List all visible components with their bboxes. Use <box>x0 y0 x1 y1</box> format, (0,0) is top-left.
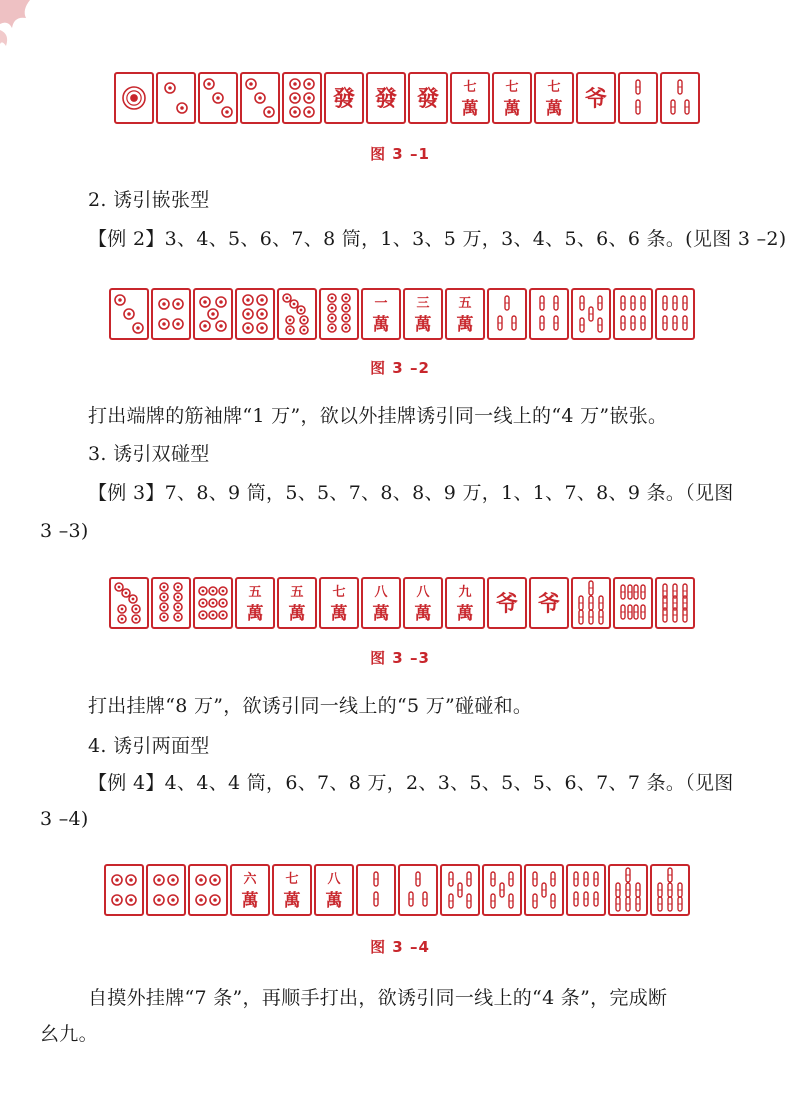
mahjong-tile-wan <box>314 864 354 916</box>
svg-text:萬: 萬 <box>456 604 474 624</box>
mahjong-tile-wan <box>230 864 270 916</box>
mahjong-tile-dot <box>156 72 196 124</box>
mahjong-tile-bam <box>613 577 653 629</box>
svg-text:三: 三 <box>416 296 430 311</box>
mahjong-tile-bam <box>608 864 648 916</box>
figure-caption: 图 3 –1 <box>370 145 430 163</box>
mahjong-tile-wan <box>445 577 485 629</box>
mahjong-tile-dot <box>198 72 238 124</box>
example-text: 【例 4】4、4、4 筒，6、7、8 万，2、3、5、5、5、6、7、7 条。（见图 <box>88 772 734 794</box>
svg-text:七: 七 <box>547 80 561 95</box>
mahjong-tile-bam <box>529 288 569 340</box>
figure-caption: 图 3 –3 <box>370 649 430 667</box>
svg-text:發: 發 <box>374 86 398 112</box>
svg-text:萬: 萬 <box>503 99 521 119</box>
mahjong-tile-dot <box>193 288 233 340</box>
svg-text:萬: 萬 <box>414 604 432 624</box>
tile-row-fig1 <box>114 72 700 124</box>
mahjong-tile-dot <box>104 864 144 916</box>
mahjong-tile-honor <box>324 72 364 124</box>
example-text-cont: 3 –4) <box>40 808 89 830</box>
mahjong-tile-wan <box>492 72 532 124</box>
tile-row-fig4 <box>104 864 690 916</box>
mahjong-tile-flower <box>487 577 527 629</box>
note-text: 自摸外挂牌“7 条”，再顺手打出，欲诱引同一线上的“4 条”，完成断 <box>88 987 668 1009</box>
mahjong-tile-bam <box>571 288 611 340</box>
mahjong-tile-dot <box>146 864 186 916</box>
mahjong-tile-bam <box>655 577 695 629</box>
mahjong-tile-dot <box>109 288 149 340</box>
section-heading: 2. 诱引嵌张型 <box>88 189 210 211</box>
note-text-cont: 幺九。 <box>40 1023 98 1045</box>
mahjong-tile-bam <box>650 864 690 916</box>
svg-text:九: 九 <box>458 585 472 600</box>
svg-text:發: 發 <box>332 86 356 112</box>
svg-text:萬: 萬 <box>372 604 390 624</box>
svg-text:五: 五 <box>290 585 304 600</box>
mahjong-tile-dot <box>193 577 233 629</box>
corner-ornament <box>0 0 34 52</box>
mahjong-tile-flower <box>529 577 569 629</box>
mahjong-tile-wan <box>403 577 443 629</box>
mahjong-tile-honor <box>408 72 448 124</box>
mahjong-tile-bam <box>613 288 653 340</box>
mahjong-tile-bam <box>660 72 700 124</box>
mahjong-tile-wan <box>361 288 401 340</box>
mahjong-tile-bam <box>618 72 658 124</box>
mahjong-tile-dot <box>282 72 322 124</box>
mahjong-tile-dot <box>109 577 149 629</box>
mahjong-tile-wan <box>277 577 317 629</box>
svg-text:萬: 萬 <box>283 891 301 911</box>
section-heading: 4. 诱引两面型 <box>88 735 210 757</box>
mahjong-tile-bam <box>440 864 480 916</box>
mahjong-tile-dot <box>188 864 228 916</box>
figure-caption: 图 3 –4 <box>370 938 430 956</box>
mahjong-tile-honor <box>366 72 406 124</box>
svg-text:爷: 爷 <box>537 591 561 617</box>
mahjong-tile-bam <box>487 288 527 340</box>
svg-text:五: 五 <box>248 585 262 600</box>
svg-text:萬: 萬 <box>288 604 306 624</box>
example-text: 【例 2】3、4、5、6、7、8 筒，1、3、5 万，3、4、5、6、6 条。(见图 3 –2) <box>88 228 787 250</box>
svg-text:爷: 爷 <box>495 591 519 617</box>
section-heading: 3. 诱引双碰型 <box>88 443 210 465</box>
svg-text:萬: 萬 <box>414 315 432 335</box>
svg-text:發: 發 <box>416 86 440 112</box>
mahjong-tile-wan <box>445 288 485 340</box>
mahjong-tile-wan <box>272 864 312 916</box>
mahjong-tile-wan <box>235 577 275 629</box>
svg-text:萬: 萬 <box>456 315 474 335</box>
svg-text:萬: 萬 <box>372 315 390 335</box>
svg-text:八: 八 <box>416 585 430 600</box>
mahjong-tile-bam <box>655 288 695 340</box>
svg-text:萬: 萬 <box>325 891 343 911</box>
mahjong-tile-dot <box>114 72 154 124</box>
mahjong-tile-dot <box>240 72 280 124</box>
note-text: 打出挂牌“8 万”，欲诱引同一线上的“5 万”碰碰和。 <box>88 695 533 717</box>
mahjong-tile-dot <box>277 288 317 340</box>
mahjong-tile-wan <box>319 577 359 629</box>
mahjong-tile-bam <box>356 864 396 916</box>
figure-caption: 图 3 –2 <box>370 359 430 377</box>
svg-text:八: 八 <box>327 872 341 887</box>
svg-text:五: 五 <box>458 296 472 311</box>
svg-text:七: 七 <box>332 585 346 600</box>
mahjong-tile-wan <box>450 72 490 124</box>
mahjong-tile-wan <box>534 72 574 124</box>
svg-text:萬: 萬 <box>246 604 264 624</box>
example-text: 【例 3】7、8、9 筒，5、5、7、8、8、9 万，1、1、7、8、9 条。（见图 <box>88 482 734 504</box>
example-text-cont: 3 –3) <box>40 520 89 542</box>
mahjong-tile-bam <box>566 864 606 916</box>
svg-text:七: 七 <box>505 80 519 95</box>
svg-text:萬: 萬 <box>545 99 563 119</box>
svg-text:一: 一 <box>374 296 388 311</box>
svg-text:萬: 萬 <box>330 604 348 624</box>
svg-text:萬: 萬 <box>241 891 259 911</box>
tile-row-fig2 <box>109 288 695 340</box>
mahjong-tile-dot <box>151 577 191 629</box>
svg-text:萬: 萬 <box>461 99 479 119</box>
tile-row-fig3 <box>109 577 695 629</box>
mahjong-tile-dot <box>235 288 275 340</box>
svg-text:八: 八 <box>374 585 388 600</box>
mahjong-tile-dot <box>151 288 191 340</box>
mahjong-tile-bam <box>524 864 564 916</box>
mahjong-tile-wan <box>361 577 401 629</box>
svg-text:七: 七 <box>463 80 477 95</box>
mahjong-tile-bam <box>482 864 522 916</box>
mahjong-tile-dot <box>319 288 359 340</box>
note-text: 打出端牌的筋袖牌“1 万”，欲以外挂牌诱引同一线上的“4 万”嵌张。 <box>88 405 668 427</box>
mahjong-tile-bam <box>398 864 438 916</box>
mahjong-tile-flower <box>576 72 616 124</box>
svg-text:爷: 爷 <box>584 86 608 112</box>
mahjong-tile-bam <box>571 577 611 629</box>
svg-text:六: 六 <box>243 872 257 887</box>
svg-text:七: 七 <box>285 872 299 887</box>
mahjong-tile-wan <box>403 288 443 340</box>
